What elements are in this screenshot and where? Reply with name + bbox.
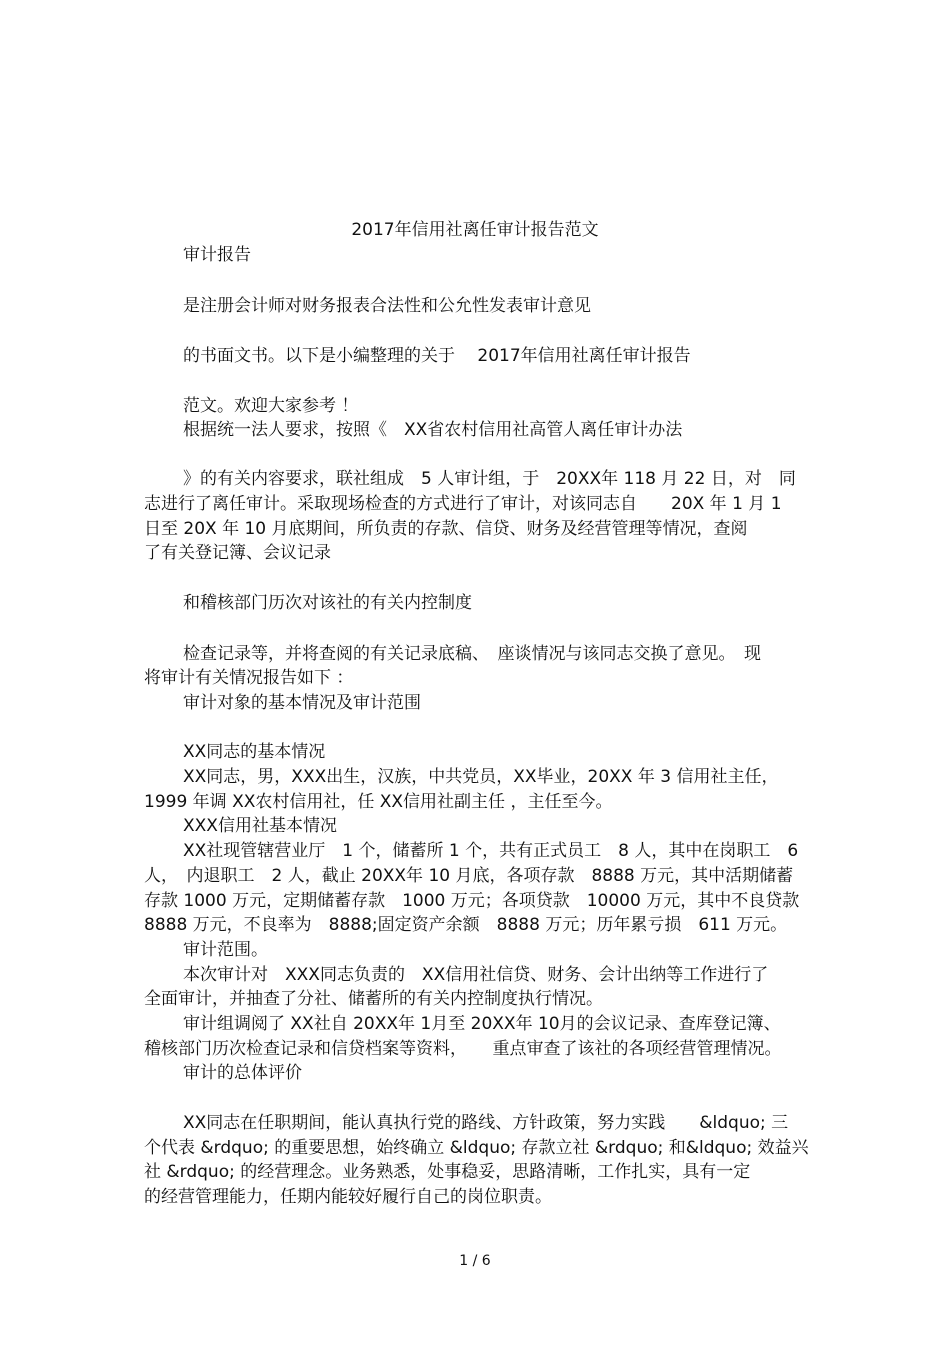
text-line: XX社现管辖营业厅 1 个，储蓄所 1 个，共有正式员工 8 人，其中在岗职工 6 [183, 841, 799, 861]
text-line: 范文。欢迎大家参考 ！ [183, 396, 359, 416]
text-line: 全面审计，并抽查了分社、储蓄所的有关内控制度执行情况。 [144, 989, 603, 1009]
page-number: 1 / 6 [459, 1253, 491, 1269]
text-line: 审计报告 [183, 245, 251, 265]
section-heading: 审计范围。 [183, 940, 268, 960]
text-line: 检查记录等，并将查阅的有关记录底稿、 座谈情况与该同志交换了意见。 现 [183, 644, 761, 664]
text-line: 和稽核部门历次对该社的有关内控制度 [183, 593, 472, 613]
text-line: 个代表 &rdquo; 的重要思想，始终确立 &ldquo; 存款立社 &rdquo; 和&ldquo; 效益兴 [144, 1138, 809, 1158]
section-heading: XXX信用社基本情况 [183, 816, 337, 836]
text-line: 》的有关内容要求，联社组成 5 人审计组，于 20XX年 118 月 22 日，对 同 [183, 469, 796, 489]
text-line: XX同志在任职期间，能认真执行党的路线、方针政策，努力实践 &ldquo; 三 [183, 1113, 789, 1133]
text-line: 存款 1000 万元，定期储蓄存款 1000 万元；各项贷款 10000 万元，其中不良贷款 [144, 891, 800, 911]
text-line: 日至 20X 年 10 月底期间，所负责的存款、信贷、财务及经营管理等情况，查阅 [144, 519, 748, 539]
text-line: 人， 内退职工 2 人，截止 20XX年 10 月底，各项存款 8888 万元，其中活期储蓄 [144, 866, 794, 886]
section-heading: 审计的总体评价 [183, 1063, 302, 1083]
text-line: 的书面文书。以下是小编整理的关于 2017年信用社离任审计报告 [183, 346, 691, 366]
section-heading: XX同志的基本情况 [183, 742, 326, 762]
text-line: 了有关登记簿、会议记录 [144, 543, 331, 563]
text-line: 根据统一法人要求，按照《 XX省农村信用社高管人离任审计办法 [183, 420, 683, 440]
text-line: 社 &rdquo; 的经营理念。业务熟悉，处事稳妥，思路清晰，工作扎实，具有一定 [144, 1162, 751, 1182]
text-line: XX同志，男，XXX出生，汉族，中共党员，XX毕业，20XX 年 3 信用社主任， [183, 767, 779, 787]
text-line: 将审计有关情况报告如下 ： [144, 668, 354, 688]
text-line: 8888 万元，不良率为 8888;固定资产余额 8888 万元；历年累亏损 611 万元。 [144, 915, 788, 935]
text-line: 1999 年调 XX农村信用社，任 XX信用社副主任 ，主任至今。 [144, 792, 613, 812]
text-line: 的经营管理能力，任期内能较好履行自己的岗位职责。 [144, 1187, 552, 1207]
text-line: 审计组调阅了 XX社自 20XX年 1月至 20XX年 10月的会议记录、查库登记簿、 [183, 1014, 781, 1034]
text-line: 本次审计对 XXX同志负责的 XX信用社信贷、财务、会计出纳等工作进行了 [183, 965, 769, 985]
text-line: 稽核部门历次检查记录和信贷档案等资料， 重点审查了该社的各项经营管理情况。 [144, 1039, 782, 1059]
text-line: 是注册会计师对财务报表合法性和公允性发表审计意见 [183, 296, 591, 316]
document-title: 2017年信用社离任审计报告范文 [351, 220, 599, 240]
section-heading: 审计对象的基本情况及审计范围 [183, 693, 421, 713]
text-line: 志进行了离任审计。采取现场检查的方式进行了审计，对该同志自 20X 年 1 月 1 [144, 494, 782, 514]
